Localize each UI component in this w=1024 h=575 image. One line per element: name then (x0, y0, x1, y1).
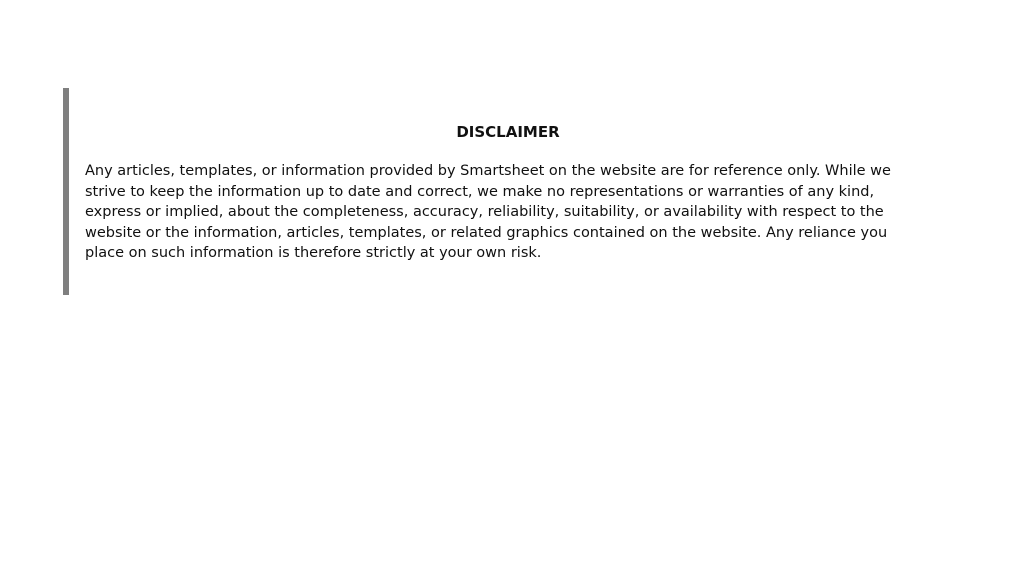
disclaimer-block (63, 88, 919, 295)
disclaimer-text: Any articles, templates, or information provided by Smartsheet on the website are for reference only. While we strive to keep the information up to date and correct, we make no representations or warranties of any kind, express or implied, about the completeness, accuracy, reliability, suitability, or availability with respect to the website or the information, articles, templates, or related graphics contained on the website. Any reliance you place on such information is therefore strictly at your own risk. (85, 163, 891, 261)
disclaimer-title: DISCLAIMER (456, 123, 560, 141)
